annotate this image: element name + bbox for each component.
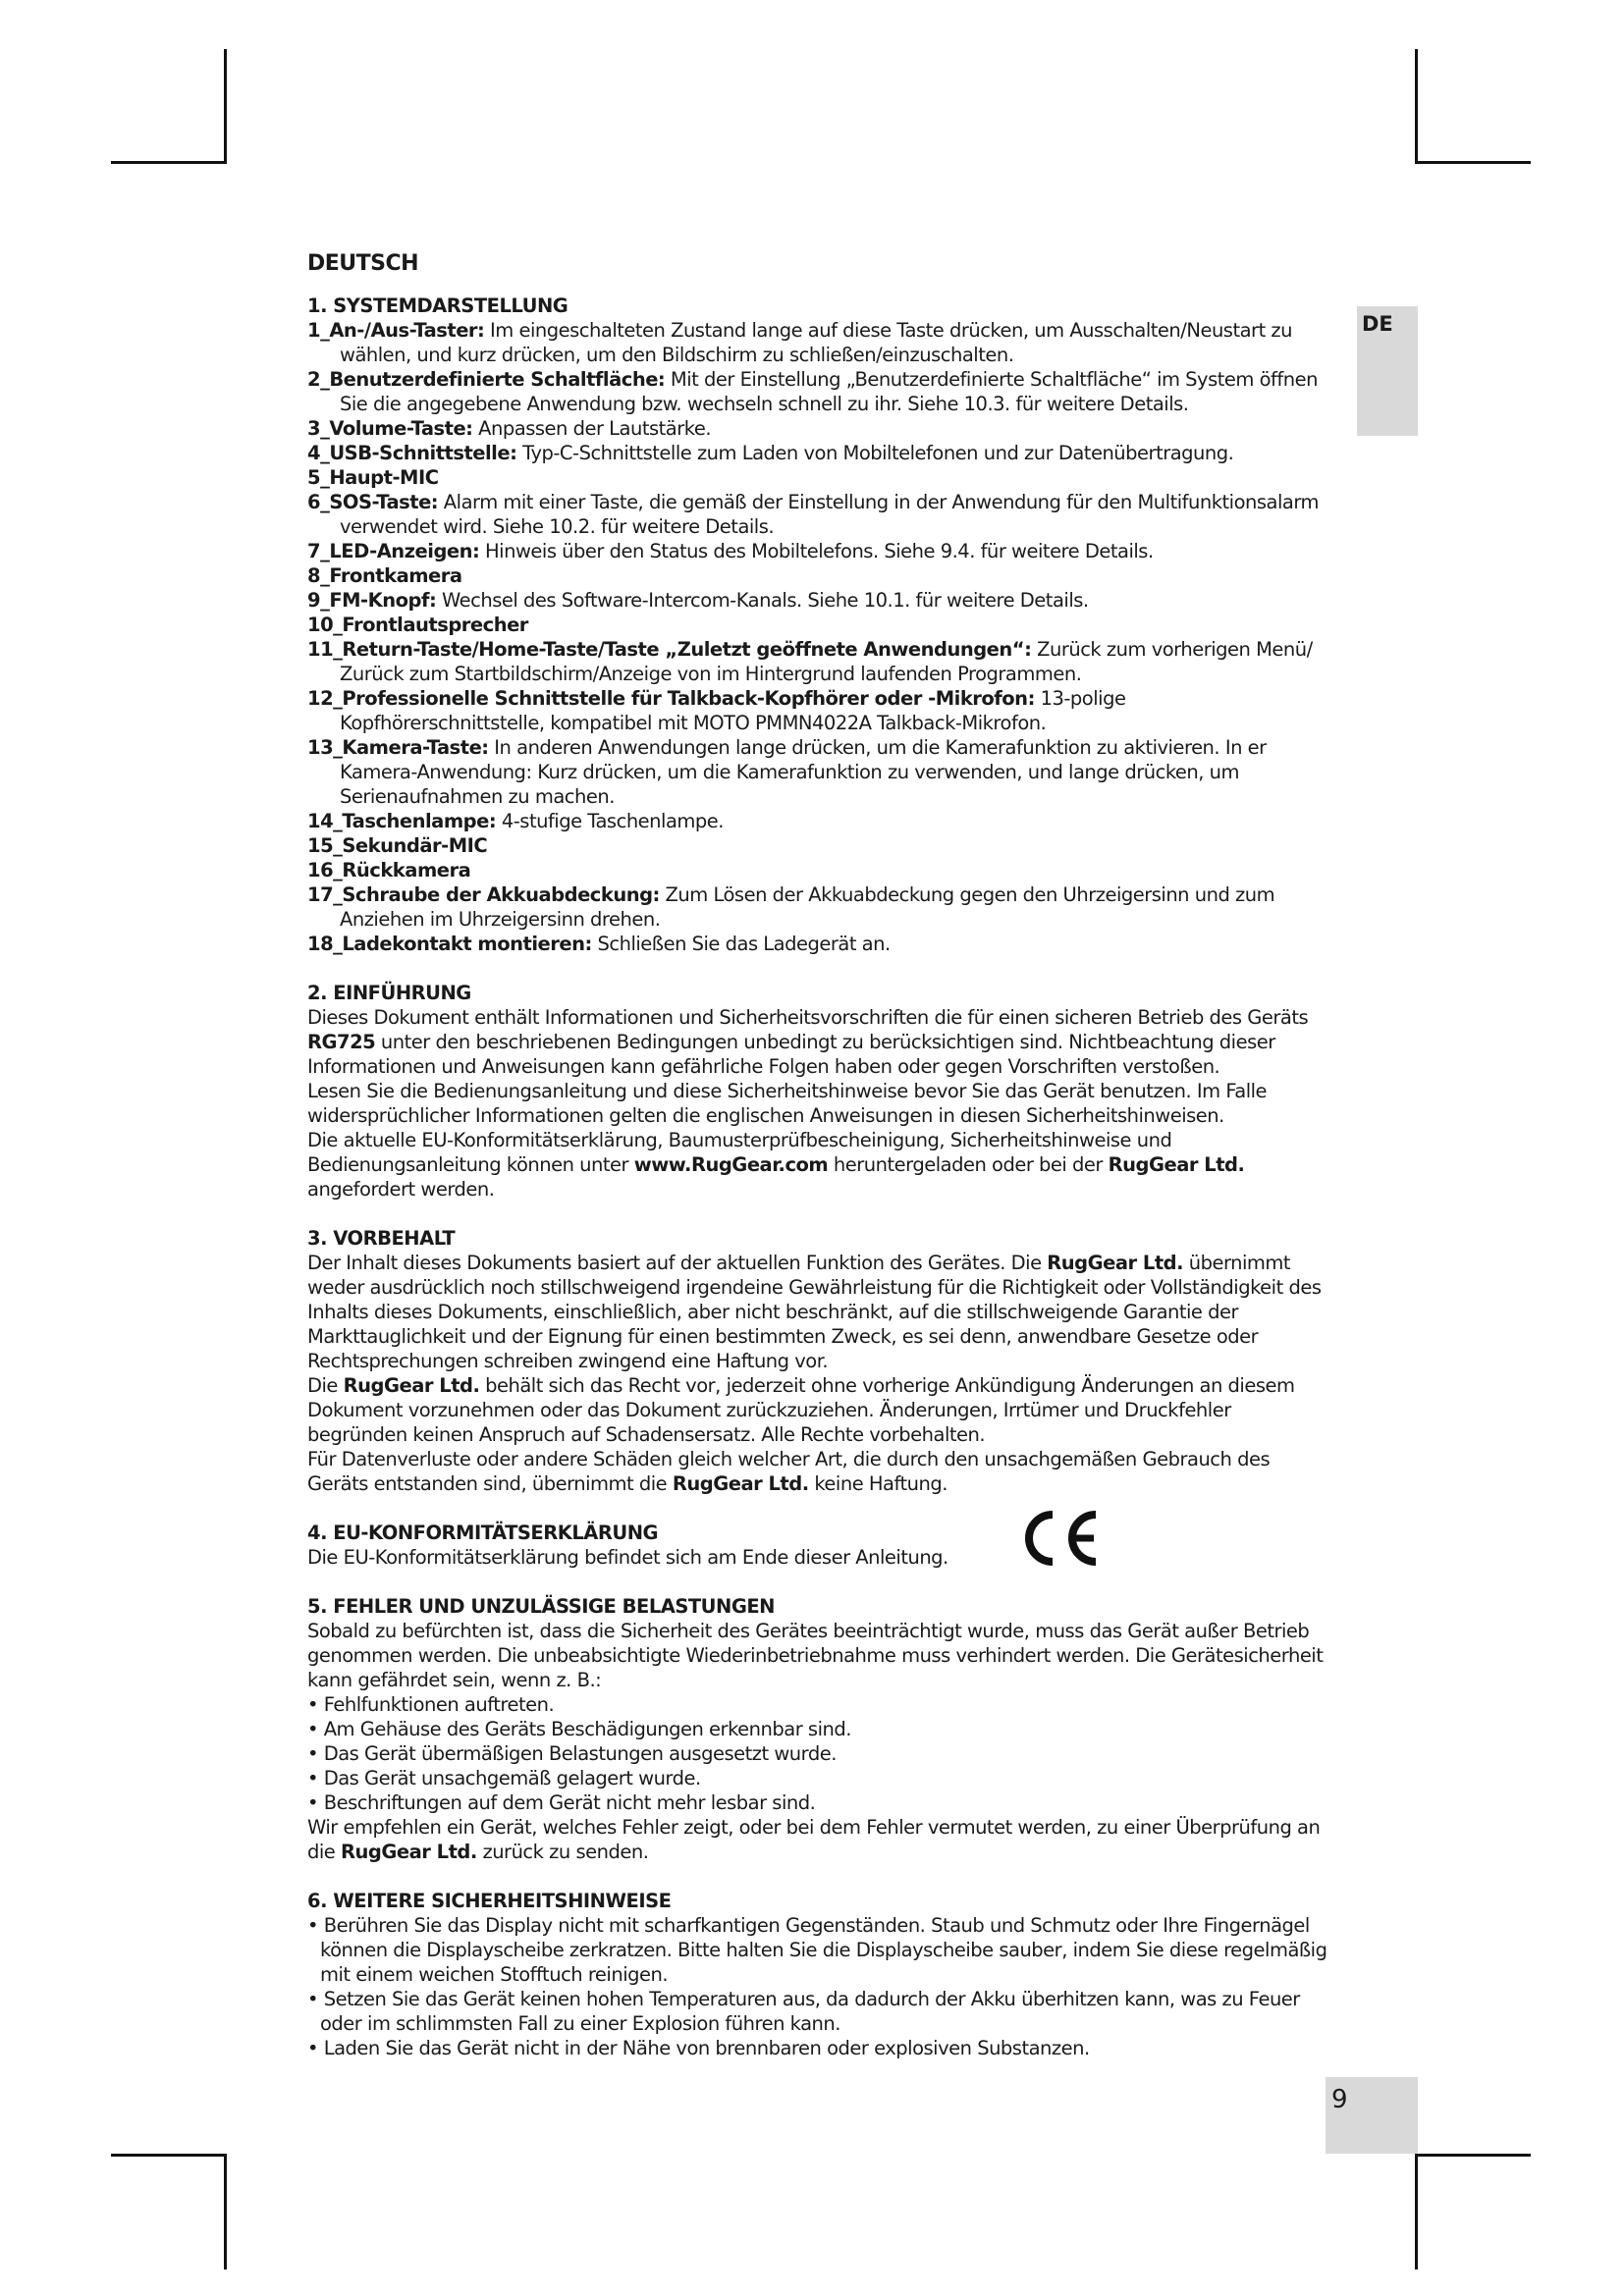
text-run: unter den beschriebenen Bedingungen unbedingt zu berücksichtigen sind. Nichtbeachtung dieser Informationen und Anweisungen kann gefährliche Folgen haben oder gegen Vorschriften verstoßen. (307, 1031, 1275, 1078)
item-text: 13-polige Kopfhörerschnittstelle, kompatibel mit MOTO PMMN4022A Talkback-Mikrofon. (340, 687, 1126, 734)
section-eu-konformitaet (307, 1521, 1333, 1570)
text-run: Die aktuelle EU-Konformitätserklärung, Baumusterprüfbescheinigung, Sicherheitshinweise und Bedienungsanleitung können unter (307, 1129, 1172, 1176)
crop-mark-bottom-left-horizontal (111, 2154, 227, 2157)
crop-mark-bottom-left-vertical (224, 2154, 227, 2269)
list-item (307, 637, 1333, 686)
text-run: übernimmt weder ausdrücklich noch stillschweigend irgendeine Gewährleistung für die Richtigkeit oder Vollständigkeit des Inhalts dieses Dokuments, einschließlich, aber nicht beschränkt, auf die stillschweigende Garantie der Markttauglichkeit und der Eignung für einen bestimmten Zweck, es sei denn, anwendbare Gesetze oder Rechtsprechungen schreiben zwingend eine Haftung vor. (307, 1252, 1322, 1372)
item-key: 11_Return-Taste/Home-Taste/Taste „Zuletzt geöffnete Anwendungen“: (307, 638, 1032, 661)
crop-mark-top-right-vertical (1415, 49, 1418, 164)
item-key: 6_SOS-Taste: (307, 491, 439, 513)
item-text: 4-stufige Taschenlampe. (496, 810, 724, 832)
paragraph (307, 1128, 1333, 1201)
bullet-item: • Laden Sie das Gerät nicht in der Nähe von brennbaren oder explosiven Substanzen. (307, 2037, 1090, 2059)
list-item (307, 367, 1333, 416)
item-key: 13_Kamera-Taste: (307, 736, 489, 759)
text-run: Wir empfehlen ein Gerät, welches Fehler zeigt, oder bei dem Fehler vermutet werden, zu einer Überprüfung an die (307, 1816, 1321, 1863)
crop-mark-top-left-vertical (224, 49, 227, 164)
list-item (307, 686, 1333, 735)
text-run: Die (307, 1374, 344, 1397)
text-run: Für Datenverluste oder andere Schäden gleich welcher Art, die durch den unsachgemäßen Gebrauch des Geräts entstanden sind, übernimmt die (307, 1448, 1271, 1495)
section-title: 6. WEITERE SICHERHEITSHINWEISE (307, 1890, 672, 1912)
text-run: Dieses Dokument enthält Informationen und Sicherheitsvorschriften die für einen sicheren Betrieb des Geräts (307, 1006, 1309, 1029)
text-run: angefordert werden. (307, 1178, 495, 1201)
company-name: RugGear Ltd. (1047, 1252, 1184, 1274)
document-body (307, 251, 1333, 2085)
section-vorbehalt (307, 1226, 1333, 1496)
paragraph (307, 1251, 1333, 1373)
item-text: In anderen Anwendungen lange drücken, um die Kamerafunktion zu aktivieren. In er Kamera-Anwendung: Kurz drücken, um die Kamerafunktion zu verwenden, und lange drücken, um Serienaufnahmen zu machen. (340, 736, 1267, 808)
item-text: Zurück zum vorherigen Menü/ Zurück zum Startbildschirm/Anzeige von im Hintergrund laufenden Programmen. (340, 638, 1313, 685)
text-run: zurück zu senden. (476, 1841, 649, 1863)
product-name: RG725 (307, 1031, 376, 1053)
list-item (307, 563, 1333, 588)
section-title: 1. SYSTEMDARSTELLUNG (307, 294, 568, 317)
company-name: RugGear Ltd. (343, 1374, 480, 1397)
list-item (307, 882, 1333, 932)
section-title: 2. EINFÜHRUNG (307, 982, 471, 1004)
text-run: Der Inhalt dieses Dokuments basiert auf der aktuellen Funktion des Gerätes. Die (307, 1252, 1048, 1274)
item-key: 18_Ladekontakt montieren: (307, 933, 592, 955)
list-item (307, 441, 1333, 465)
company-name: RugGear Ltd. (341, 1841, 477, 1863)
list-item (307, 465, 1333, 490)
list-item (307, 318, 1333, 367)
section-einfuehrung (307, 981, 1333, 1201)
section-systemdarstellung (307, 294, 1333, 956)
list-item (307, 833, 1333, 858)
crop-mark-top-left-horizontal (111, 161, 227, 164)
text-run: heruntergeladen oder bei der (828, 1153, 1109, 1176)
language-side-tab: DE (1357, 306, 1418, 436)
item-text: Schließen Sie das Ladegerät an. (591, 933, 891, 955)
item-key: 4_USB-Schnittstelle: (307, 442, 517, 464)
item-text: Im eingeschalteten Zustand lange auf diese Taste drücken, um Ausschalten/Neustart zu wählen, und kurz drücken, um den Bildschirm zu schließen/einzuschalten. (340, 319, 1293, 366)
item-text: Alarm mit einer Taste, die gemäß der Einstellung in der Anwendung für den Multifunktionsalarm verwendet wird. Siehe 10.2. für weitere Details. (340, 491, 1320, 538)
item-key: 3_Volume-Taste: (307, 417, 473, 440)
list-item (307, 490, 1333, 539)
item-key: 10_Frontlautsprecher (307, 614, 528, 636)
section-fehler (307, 1594, 1333, 1864)
crop-mark-bottom-right-vertical (1415, 2154, 1418, 2269)
text-run: keine Haftung. (808, 1472, 947, 1495)
list-item (307, 735, 1333, 809)
crop-mark-top-right-horizontal (1415, 161, 1531, 164)
paragraph: Sobald zu befürchten ist, dass die Sicherheit des Gerätes beeinträchtigt wurde, muss das Gerät außer Betrieb genommen werden. Die unbeabsichtigte Wiederinbetriebnahme muss verhindert werden. Die Gerätesicherheit kann gefährdet sein, wenn z. B.: (307, 1620, 1324, 1691)
website-link[interactable]: www.RugGear.com (633, 1153, 829, 1176)
paragraph: Die EU-Konformitätserklärung befindet sich am Ende dieser Anleitung. (307, 1546, 948, 1569)
item-key: 12_Professionelle Schnittstelle für Talkback-Kopfhörer oder -Mikrofon: (307, 687, 1035, 710)
section-title: 4. EU-KONFORMITÄTSERKLÄRUNG (307, 1522, 659, 1544)
bullet-item: • Setzen Sie das Gerät keinen hohen Temperaturen aus, da dadurch der Akku überhitzen kann, was zu Feuer oder im schlimmsten Fall zu einer Explosion führen kann. (307, 1988, 1300, 2035)
company-name: RugGear Ltd. (1108, 1153, 1245, 1176)
text-run: behält sich das Recht vor, jederzeit ohne vorherige Ankündigung Änderungen an diesem Dokument vorzunehmen oder das Dokument zurückzuziehen. Änderungen, Irrtümer und Druckfehler begründen keinen Anspruch auf Schadensersatz. Alle Rechte vorbehalten. (307, 1374, 1295, 1446)
company-name: RugGear Ltd. (672, 1472, 809, 1495)
item-key: 7_LED-Anzeigen: (307, 540, 480, 562)
item-text: Zum Lösen der Akkuabdeckung gegen den Uhrzeigersinn und zum Anziehen im Uhrzeigersinn drehen. (340, 883, 1275, 931)
language-title: DEUTSCH (307, 251, 419, 276)
paragraph: Lesen Sie die Bedienungsanleitung und diese Sicherheitshinweise bevor Sie das Gerät benutzen. Im Falle widersprüchlicher Informationen gelten die englischen Anweisungen in diesen Sicherheitshinweisen. (307, 1080, 1268, 1127)
item-text: Anpassen der Lautstärke. (472, 417, 712, 440)
bullet-item: • Beschriftungen auf dem Gerät nicht mehr lesbar sind. (307, 1791, 816, 1814)
list-item (307, 416, 1333, 441)
section-sicherheitshinweise (307, 1889, 1333, 2060)
item-key: 1_An-/Aus-Taster: (307, 319, 485, 342)
bullet-item: • Das Gerät übermäßigen Belastungen ausgesetzt wurde. (307, 1742, 837, 1765)
section-title: 5. FEHLER UND UNZULÄSSIGE BELASTUNGEN (307, 1595, 775, 1618)
list-item (307, 613, 1333, 637)
bullet-item: • Das Gerät unsachgemäß gelagert wurde. (307, 1767, 701, 1789)
item-key: 8_Frontkamera (307, 564, 462, 587)
bullet-item: • Fehlfunktionen auftreten. (307, 1693, 555, 1716)
item-key: 16_Rückkamera (307, 859, 471, 881)
crop-mark-bottom-right-horizontal (1415, 2154, 1531, 2157)
list-item (307, 932, 1333, 956)
item-key: 5_Haupt-MIC (307, 466, 439, 489)
paragraph (307, 1005, 1333, 1079)
item-key: 14_Taschenlampe: (307, 810, 497, 832)
bullet-item: • Berühren Sie das Display nicht mit scharfkantigen Gegenständen. Staub und Schmutz oder Ihre Fingernägel können die Displayscheibe zerkratzen. Bitte halten Sie die Displayscheibe sauber, indem Sie diese regelmäßig mit einem weichen Stofftuch reinigen. (307, 1914, 1327, 1986)
item-text: Mit der Einstellung „Benutzerdefinierte Schaltfläche“ im System öffnen Sie die angegebene Anwendung bzw. wechseln schnell zu ihr. Siehe 10.3. für weitere Details. (340, 368, 1318, 415)
paragraph (307, 1815, 1333, 1864)
paragraph (307, 1447, 1333, 1496)
bullet-item: • Am Gehäuse des Geräts Beschädigungen erkennbar sind. (307, 1718, 851, 1740)
list-item (307, 858, 1333, 882)
paragraph (307, 1373, 1333, 1447)
section-title: 3. VORBEHALT (307, 1227, 456, 1250)
ce-mark-icon (1017, 1509, 1102, 1568)
item-text: Wechsel des Software-Intercom-Kanals. Siehe 10.1. für weitere Details. (436, 589, 1089, 612)
list-item (307, 809, 1333, 833)
list-item (307, 588, 1333, 613)
item-key: 9_FM-Knopf: (307, 589, 437, 612)
list-item (307, 539, 1333, 563)
item-key: 15_Sekundär-MIC (307, 834, 488, 857)
item-text: Hinweis über den Status des Mobiltelefons. Siehe 9.4. für weitere Details. (479, 540, 1154, 562)
page-number: 9 (1326, 2077, 1418, 2154)
item-text: Typ-C-Schnittstelle zum Laden von Mobiltelefonen und zur Datenübertragung. (516, 442, 1234, 464)
item-key: 17_Schraube der Akkuabdeckung: (307, 883, 660, 906)
item-key: 2_Benutzerdefinierte Schaltfläche: (307, 368, 666, 391)
